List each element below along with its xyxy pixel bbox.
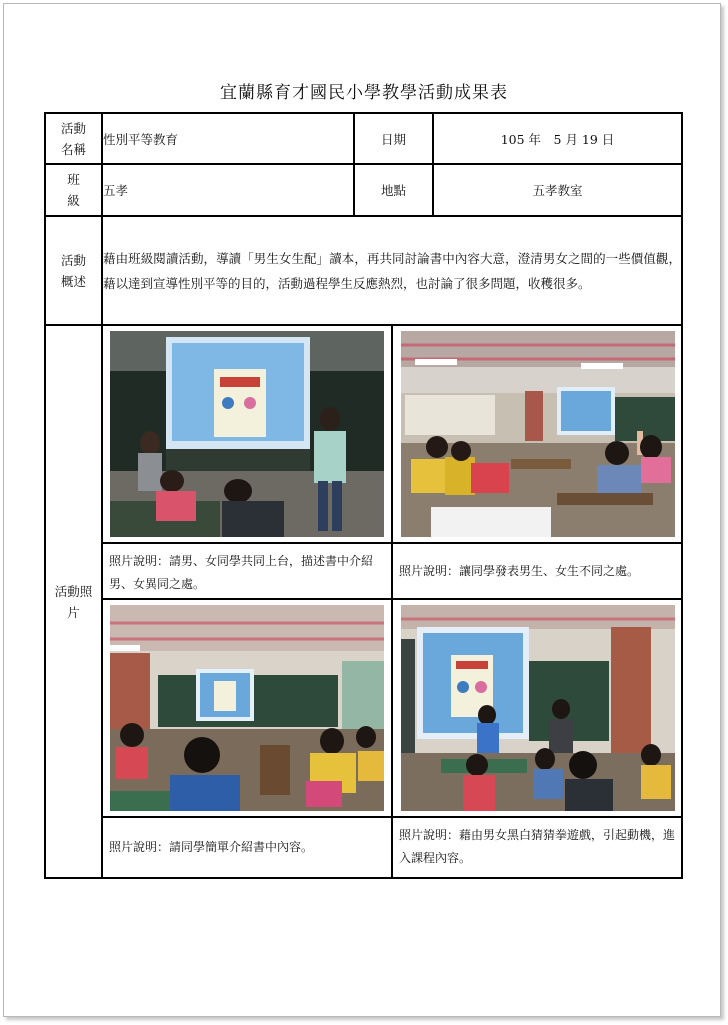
row-summary [45,216,682,325]
label-activity-name: 活動 名稱 [45,113,102,164]
value-location: 五孝教室 [433,164,682,216]
students-raising-hands-photo [401,331,675,537]
value-summary: 藉由班級閱讀活動，導讀「男生女生配」讀本，再共同討論書中內容大意，澄清男女之間的一些價值觀，藉以達到宣導性別平等的目的，活動過程學生反應熱烈，也討論了很多問題，收穫很多。 [102,216,682,325]
label-date: 日期 [354,113,433,164]
report-table [44,112,683,879]
value-activity-name: 性別平等教育 [102,113,354,164]
value-class: 五孝 [102,164,354,216]
photo-2-caption: 照片說明：讓同學發表男生、女生不同之處。 [393,544,683,600]
photo-4-frame [393,600,683,818]
photos-grid [103,326,681,877]
row-activity-name [45,113,682,164]
label-summary: 活動 概述 [45,216,102,325]
label-photos: 活動照 片 [45,325,102,878]
photo-3-caption: 照片說明：請同學簡單介紹書中內容。 [103,818,393,877]
photo-1-frame [103,326,393,544]
photo-1-caption: 照片說明：請男、女同學共同上台，描述書中介紹男、女異同之處。 [103,544,393,600]
row-photos [45,325,682,878]
photos-grid-cell [102,325,682,878]
rock-paper-scissors-game-photo [401,605,675,811]
classroom-projector-photo [110,605,384,811]
photo-4-caption: 照片說明：藉由男女黑白猜猜拳遊戲，引起動機，進入課程內容。 [399,828,676,865]
students-presenting-photo [110,331,384,537]
row-class [45,164,682,216]
label-location: 地點 [354,164,433,216]
photo-2-frame [393,326,683,544]
document-title: 宜蘭縣育才國民小學教學活動成果表 [220,83,508,103]
photo-3-frame [103,600,393,818]
label-class: 班 級 [45,164,102,216]
value-date: 105 年 5 月 19 日 [433,113,682,164]
